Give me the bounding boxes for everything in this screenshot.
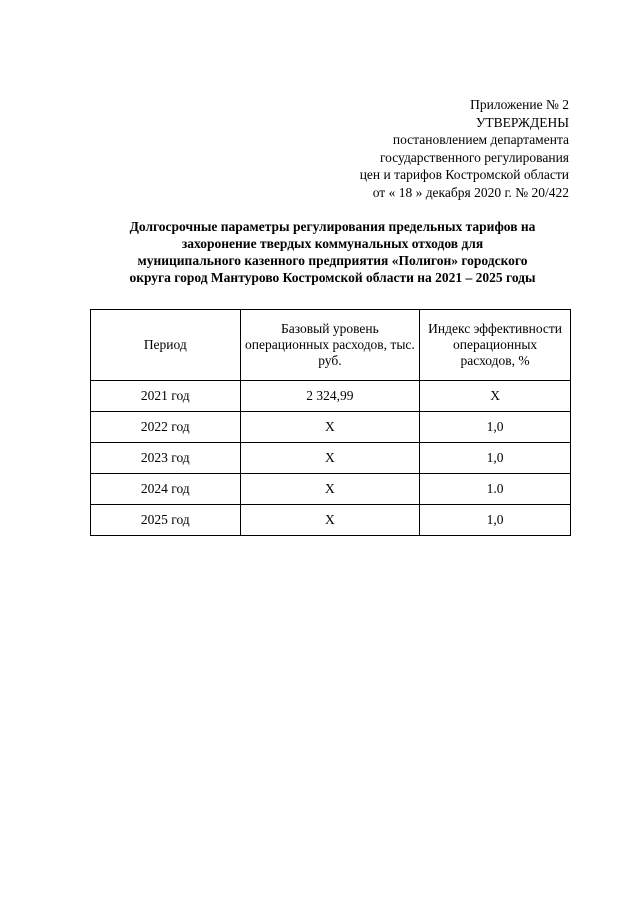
efficiency-index-cell: 1.0 (420, 474, 571, 505)
base-cost-cell: Х (240, 412, 420, 443)
title-line: муниципального казенного предприятия «Полигон» городского (137, 253, 528, 268)
table-row (91, 443, 571, 474)
efficiency-index-cell: Х (420, 381, 571, 412)
table-header-row (91, 310, 571, 381)
title-line: Долгосрочные параметры регулирования предельных тарифов на (129, 219, 536, 234)
efficiency-index-cell: 1,0 (420, 412, 571, 443)
resolution-line: постановлением департамента (392, 132, 569, 147)
period-cell: 2023 год (91, 443, 241, 474)
base-cost-cell: 2 324,99 (240, 381, 420, 412)
column-header-base-cost: Базовый уровень операционных расходов, тыс. руб. (240, 310, 420, 381)
department-line: государственного регулирования (379, 149, 569, 165)
table-row (91, 381, 571, 412)
title-line: округа город Мантурово Костромской области на 2021 – 2025 годы (129, 270, 536, 285)
department-line-2: цен и тарифов Костромской области (359, 167, 569, 182)
parameters-table (90, 309, 571, 536)
approval-header (360, 96, 569, 201)
base-cost-cell: Х (240, 443, 420, 474)
column-header-efficiency-index: Индекс эффективности операционных расходов, % (420, 310, 571, 381)
resolution-date-number: от « 18 » декабря 2020 г. № 20/422 (372, 184, 569, 200)
column-header-period: Период (91, 310, 241, 381)
table-row (91, 505, 571, 536)
base-cost-cell: Х (240, 474, 420, 505)
document-title (80, 218, 585, 286)
table-row (91, 412, 571, 443)
appendix-label: Приложение № 2 (470, 97, 569, 112)
period-cell: 2025 год (91, 505, 241, 536)
approved-label: УТВЕРЖДЕНЫ (475, 114, 569, 130)
period-cell: 2024 год (91, 474, 241, 505)
base-cost-cell: Х (240, 505, 420, 536)
period-cell: 2021 год (91, 381, 241, 412)
efficiency-index-cell: 1,0 (420, 505, 571, 536)
title-line: захоронение твердых коммунальных отходов для (181, 236, 484, 251)
efficiency-index-cell: 1,0 (420, 443, 571, 474)
period-cell: 2022 год (91, 412, 241, 443)
table-row (91, 474, 571, 505)
